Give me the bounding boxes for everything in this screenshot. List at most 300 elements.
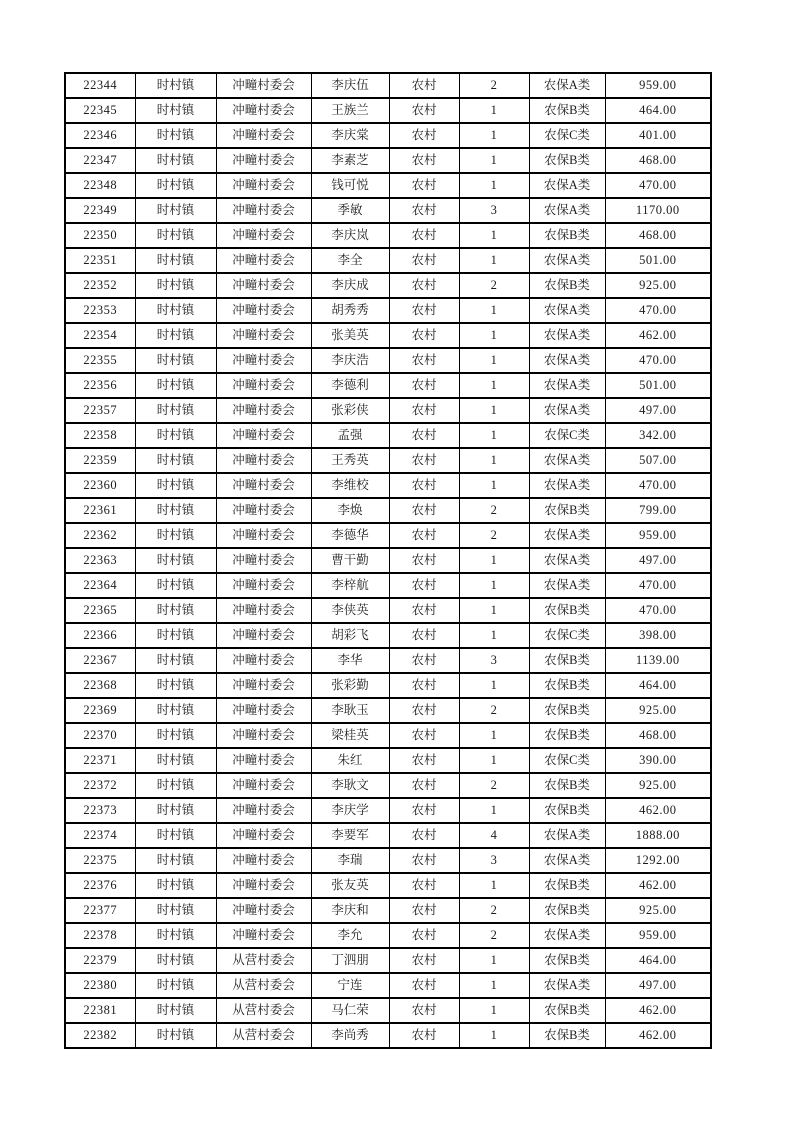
cell-count: 1 xyxy=(459,448,529,473)
cell-name: 李瑞 xyxy=(311,848,389,873)
cell-category: 农保A类 xyxy=(529,548,605,573)
cell-town: 时村镇 xyxy=(135,998,216,1023)
cell-count: 1 xyxy=(459,623,529,648)
table-row xyxy=(65,148,711,173)
cell-category: 农保B类 xyxy=(529,898,605,923)
cell-residence: 农村 xyxy=(389,848,459,873)
cell-amount: 468.00 xyxy=(605,223,711,248)
cell-serial: 22361 xyxy=(65,498,135,523)
table-row xyxy=(65,798,711,823)
cell-serial: 22360 xyxy=(65,473,135,498)
cell-count: 1 xyxy=(459,973,529,998)
cell-name: 李侠英 xyxy=(311,598,389,623)
cell-category: 农保A类 xyxy=(529,73,605,98)
cell-residence: 农村 xyxy=(389,323,459,348)
cell-village: 冲疃村委会 xyxy=(216,523,311,548)
cell-village: 冲疃村委会 xyxy=(216,323,311,348)
table-row xyxy=(65,998,711,1023)
cell-village: 冲疃村委会 xyxy=(216,348,311,373)
cell-residence: 农村 xyxy=(389,698,459,723)
cell-serial: 22381 xyxy=(65,998,135,1023)
cell-residence: 农村 xyxy=(389,73,459,98)
cell-residence: 农村 xyxy=(389,673,459,698)
cell-village: 冲疃村委会 xyxy=(216,473,311,498)
cell-village: 冲疃村委会 xyxy=(216,373,311,398)
cell-residence: 农村 xyxy=(389,998,459,1023)
cell-name: 宁连 xyxy=(311,973,389,998)
cell-village: 冲疃村委会 xyxy=(216,198,311,223)
cell-serial: 22363 xyxy=(65,548,135,573)
cell-count: 1 xyxy=(459,123,529,148)
cell-amount: 468.00 xyxy=(605,148,711,173)
cell-residence: 农村 xyxy=(389,1023,459,1048)
cell-amount: 462.00 xyxy=(605,1023,711,1048)
cell-town: 时村镇 xyxy=(135,548,216,573)
table-row xyxy=(65,773,711,798)
cell-town: 时村镇 xyxy=(135,823,216,848)
cell-serial: 22351 xyxy=(65,248,135,273)
cell-village: 冲疃村委会 xyxy=(216,748,311,773)
cell-name: 孟强 xyxy=(311,423,389,448)
cell-village: 冲疃村委会 xyxy=(216,798,311,823)
cell-village: 冲疃村委会 xyxy=(216,723,311,748)
cell-village: 从营村委会 xyxy=(216,998,311,1023)
cell-serial: 22348 xyxy=(65,173,135,198)
cell-serial: 22376 xyxy=(65,873,135,898)
cell-serial: 22345 xyxy=(65,98,135,123)
cell-town: 时村镇 xyxy=(135,923,216,948)
cell-category: 农保B类 xyxy=(529,498,605,523)
cell-count: 1 xyxy=(459,148,529,173)
cell-count: 4 xyxy=(459,823,529,848)
cell-amount: 1170.00 xyxy=(605,198,711,223)
cell-town: 时村镇 xyxy=(135,148,216,173)
cell-count: 2 xyxy=(459,273,529,298)
cell-residence: 农村 xyxy=(389,198,459,223)
table-row xyxy=(65,673,711,698)
cell-count: 1 xyxy=(459,573,529,598)
cell-town: 时村镇 xyxy=(135,573,216,598)
cell-category: 农保A类 xyxy=(529,448,605,473)
cell-amount: 507.00 xyxy=(605,448,711,473)
cell-category: 农保C类 xyxy=(529,423,605,448)
cell-count: 1 xyxy=(459,598,529,623)
cell-village: 冲疃村委会 xyxy=(216,73,311,98)
cell-name: 钱可悦 xyxy=(311,173,389,198)
table-row xyxy=(65,548,711,573)
cell-name: 胡彩飞 xyxy=(311,623,389,648)
cell-name: 李素芝 xyxy=(311,148,389,173)
cell-town: 时村镇 xyxy=(135,473,216,498)
cell-village: 冲疃村委会 xyxy=(216,848,311,873)
cell-name: 李耿文 xyxy=(311,773,389,798)
cell-village: 冲疃村委会 xyxy=(216,448,311,473)
cell-town: 时村镇 xyxy=(135,1023,216,1048)
cell-count: 2 xyxy=(459,698,529,723)
cell-name: 梁桂英 xyxy=(311,723,389,748)
cell-category: 农保A类 xyxy=(529,973,605,998)
cell-count: 1 xyxy=(459,1023,529,1048)
cell-serial: 22366 xyxy=(65,623,135,648)
cell-serial: 22369 xyxy=(65,698,135,723)
table-row xyxy=(65,423,711,448)
cell-name: 李耿玉 xyxy=(311,698,389,723)
cell-count: 3 xyxy=(459,198,529,223)
cell-category: 农保B类 xyxy=(529,223,605,248)
cell-town: 时村镇 xyxy=(135,623,216,648)
cell-town: 时村镇 xyxy=(135,98,216,123)
table-row xyxy=(65,723,711,748)
cell-residence: 农村 xyxy=(389,873,459,898)
cell-count: 1 xyxy=(459,873,529,898)
cell-serial: 22378 xyxy=(65,923,135,948)
table-row xyxy=(65,823,711,848)
cell-residence: 农村 xyxy=(389,798,459,823)
cell-town: 时村镇 xyxy=(135,898,216,923)
cell-town: 时村镇 xyxy=(135,798,216,823)
cell-name: 李梓航 xyxy=(311,573,389,598)
cell-count: 2 xyxy=(459,523,529,548)
cell-residence: 农村 xyxy=(389,223,459,248)
table-row xyxy=(65,473,711,498)
cell-town: 时村镇 xyxy=(135,523,216,548)
table-row xyxy=(65,198,711,223)
cell-amount: 462.00 xyxy=(605,323,711,348)
cell-serial: 22362 xyxy=(65,523,135,548)
cell-count: 3 xyxy=(459,848,529,873)
cell-category: 农保B类 xyxy=(529,98,605,123)
cell-name: 李允 xyxy=(311,923,389,948)
cell-serial: 22350 xyxy=(65,223,135,248)
cell-count: 1 xyxy=(459,348,529,373)
cell-amount: 470.00 xyxy=(605,348,711,373)
cell-serial: 22365 xyxy=(65,598,135,623)
cell-count: 1 xyxy=(459,373,529,398)
cell-residence: 农村 xyxy=(389,773,459,798)
cell-name: 李德利 xyxy=(311,373,389,398)
cell-category: 农保A类 xyxy=(529,398,605,423)
cell-amount: 462.00 xyxy=(605,998,711,1023)
cell-serial: 22349 xyxy=(65,198,135,223)
cell-village: 冲疃村委会 xyxy=(216,923,311,948)
cell-category: 农保C类 xyxy=(529,748,605,773)
table-row xyxy=(65,523,711,548)
cell-name: 李华 xyxy=(311,648,389,673)
cell-name: 李维校 xyxy=(311,473,389,498)
cell-village: 冲疃村委会 xyxy=(216,298,311,323)
cell-village: 从营村委会 xyxy=(216,1023,311,1048)
cell-amount: 470.00 xyxy=(605,173,711,198)
cell-category: 农保B类 xyxy=(529,598,605,623)
cell-category: 农保A类 xyxy=(529,248,605,273)
table-row xyxy=(65,173,711,198)
cell-category: 农保B类 xyxy=(529,773,605,798)
cell-serial: 22359 xyxy=(65,448,135,473)
cell-amount: 468.00 xyxy=(605,723,711,748)
table-row xyxy=(65,298,711,323)
cell-serial: 22344 xyxy=(65,73,135,98)
cell-town: 时村镇 xyxy=(135,748,216,773)
cell-serial: 22356 xyxy=(65,373,135,398)
cell-residence: 农村 xyxy=(389,448,459,473)
cell-name: 张友英 xyxy=(311,873,389,898)
cell-count: 1 xyxy=(459,673,529,698)
cell-residence: 农村 xyxy=(389,273,459,298)
cell-residence: 农村 xyxy=(389,523,459,548)
cell-village: 从营村委会 xyxy=(216,973,311,998)
cell-serial: 22357 xyxy=(65,398,135,423)
cell-town: 时村镇 xyxy=(135,298,216,323)
cell-name: 王族兰 xyxy=(311,98,389,123)
cell-count: 1 xyxy=(459,998,529,1023)
cell-residence: 农村 xyxy=(389,723,459,748)
cell-village: 冲疃村委会 xyxy=(216,398,311,423)
cell-name: 李庆岚 xyxy=(311,223,389,248)
cell-serial: 22354 xyxy=(65,323,135,348)
cell-amount: 398.00 xyxy=(605,623,711,648)
cell-serial: 22355 xyxy=(65,348,135,373)
cell-village: 冲疃村委会 xyxy=(216,623,311,648)
cell-count: 2 xyxy=(459,923,529,948)
cell-village: 冲疃村委会 xyxy=(216,573,311,598)
cell-amount: 462.00 xyxy=(605,873,711,898)
table-row xyxy=(65,1023,711,1048)
cell-residence: 农村 xyxy=(389,373,459,398)
cell-town: 时村镇 xyxy=(135,348,216,373)
cell-category: 农保A类 xyxy=(529,823,605,848)
cell-name: 李庆伍 xyxy=(311,73,389,98)
table-row xyxy=(65,348,711,373)
cell-town: 时村镇 xyxy=(135,673,216,698)
cell-residence: 农村 xyxy=(389,823,459,848)
cell-village: 冲疃村委会 xyxy=(216,773,311,798)
cell-category: 农保A类 xyxy=(529,523,605,548)
cell-village: 冲疃村委会 xyxy=(216,673,311,698)
cell-residence: 农村 xyxy=(389,923,459,948)
cell-amount: 470.00 xyxy=(605,598,711,623)
cell-serial: 22352 xyxy=(65,273,135,298)
cell-residence: 农村 xyxy=(389,98,459,123)
cell-category: 农保A类 xyxy=(529,348,605,373)
cell-town: 时村镇 xyxy=(135,123,216,148)
cell-category: 农保C类 xyxy=(529,123,605,148)
cell-name: 李庆棠 xyxy=(311,123,389,148)
cell-serial: 22382 xyxy=(65,1023,135,1048)
cell-serial: 22372 xyxy=(65,773,135,798)
cell-category: 农保A类 xyxy=(529,923,605,948)
cell-count: 1 xyxy=(459,398,529,423)
cell-amount: 925.00 xyxy=(605,273,711,298)
cell-amount: 959.00 xyxy=(605,923,711,948)
cell-residence: 农村 xyxy=(389,973,459,998)
cell-name: 李德华 xyxy=(311,523,389,548)
table-row xyxy=(65,973,711,998)
cell-category: 农保B类 xyxy=(529,1023,605,1048)
cell-residence: 农村 xyxy=(389,398,459,423)
table-row xyxy=(65,73,711,98)
cell-name: 丁泗朋 xyxy=(311,948,389,973)
cell-residence: 农村 xyxy=(389,423,459,448)
cell-serial: 22347 xyxy=(65,148,135,173)
table-row xyxy=(65,498,711,523)
cell-serial: 22358 xyxy=(65,423,135,448)
cell-category: 农保B类 xyxy=(529,673,605,698)
cell-name: 李庆和 xyxy=(311,898,389,923)
cell-town: 时村镇 xyxy=(135,448,216,473)
table-row xyxy=(65,698,711,723)
table-row xyxy=(65,898,711,923)
cell-name: 曹干勤 xyxy=(311,548,389,573)
table-row xyxy=(65,98,711,123)
cell-town: 时村镇 xyxy=(135,248,216,273)
cell-serial: 22377 xyxy=(65,898,135,923)
cell-serial: 22364 xyxy=(65,573,135,598)
cell-count: 2 xyxy=(459,73,529,98)
cell-category: 农保A类 xyxy=(529,473,605,498)
cell-town: 时村镇 xyxy=(135,498,216,523)
cell-amount: 959.00 xyxy=(605,73,711,98)
cell-residence: 农村 xyxy=(389,598,459,623)
cell-town: 时村镇 xyxy=(135,223,216,248)
cell-amount: 925.00 xyxy=(605,898,711,923)
cell-name: 李庆浩 xyxy=(311,348,389,373)
cell-village: 冲疃村委会 xyxy=(216,698,311,723)
cell-residence: 农村 xyxy=(389,623,459,648)
table-body xyxy=(65,73,711,1048)
cell-residence: 农村 xyxy=(389,498,459,523)
cell-village: 冲疃村委会 xyxy=(216,823,311,848)
cell-count: 1 xyxy=(459,423,529,448)
cell-village: 冲疃村委会 xyxy=(216,873,311,898)
cell-amount: 925.00 xyxy=(605,773,711,798)
cell-name: 李全 xyxy=(311,248,389,273)
cell-town: 时村镇 xyxy=(135,173,216,198)
cell-residence: 农村 xyxy=(389,248,459,273)
cell-serial: 22371 xyxy=(65,748,135,773)
cell-village: 冲疃村委会 xyxy=(216,648,311,673)
cell-amount: 401.00 xyxy=(605,123,711,148)
cell-amount: 925.00 xyxy=(605,698,711,723)
cell-count: 1 xyxy=(459,473,529,498)
table-row xyxy=(65,623,711,648)
cell-serial: 22346 xyxy=(65,123,135,148)
cell-residence: 农村 xyxy=(389,748,459,773)
cell-residence: 农村 xyxy=(389,298,459,323)
cell-count: 1 xyxy=(459,248,529,273)
cell-category: 农保B类 xyxy=(529,948,605,973)
table-row xyxy=(65,223,711,248)
cell-amount: 390.00 xyxy=(605,748,711,773)
cell-amount: 497.00 xyxy=(605,548,711,573)
insurance-payment-table xyxy=(64,72,712,1049)
cell-serial: 22370 xyxy=(65,723,135,748)
cell-town: 时村镇 xyxy=(135,423,216,448)
cell-serial: 22368 xyxy=(65,673,135,698)
table-row xyxy=(65,398,711,423)
cell-count: 1 xyxy=(459,323,529,348)
cell-amount: 462.00 xyxy=(605,798,711,823)
cell-town: 时村镇 xyxy=(135,73,216,98)
cell-residence: 农村 xyxy=(389,948,459,973)
cell-serial: 22353 xyxy=(65,298,135,323)
cell-category: 农保A类 xyxy=(529,373,605,398)
cell-residence: 农村 xyxy=(389,148,459,173)
cell-town: 时村镇 xyxy=(135,398,216,423)
cell-count: 2 xyxy=(459,498,529,523)
cell-amount: 470.00 xyxy=(605,473,711,498)
table-row xyxy=(65,873,711,898)
cell-category: 农保A类 xyxy=(529,298,605,323)
table-row xyxy=(65,598,711,623)
cell-serial: 22375 xyxy=(65,848,135,873)
cell-category: 农保A类 xyxy=(529,198,605,223)
cell-name: 胡秀秀 xyxy=(311,298,389,323)
cell-amount: 464.00 xyxy=(605,673,711,698)
cell-name: 马仁荣 xyxy=(311,998,389,1023)
cell-name: 李要军 xyxy=(311,823,389,848)
cell-amount: 470.00 xyxy=(605,573,711,598)
table-row xyxy=(65,923,711,948)
cell-amount: 497.00 xyxy=(605,973,711,998)
cell-name: 李庆成 xyxy=(311,273,389,298)
cell-town: 时村镇 xyxy=(135,198,216,223)
cell-name: 张彩侠 xyxy=(311,398,389,423)
table-row xyxy=(65,273,711,298)
cell-residence: 农村 xyxy=(389,123,459,148)
cell-count: 1 xyxy=(459,948,529,973)
cell-category: 农保B类 xyxy=(529,273,605,298)
cell-category: 农保B类 xyxy=(529,998,605,1023)
cell-town: 时村镇 xyxy=(135,273,216,298)
cell-village: 冲疃村委会 xyxy=(216,223,311,248)
cell-village: 冲疃村委会 xyxy=(216,98,311,123)
table-row xyxy=(65,573,711,598)
cell-category: 农保B类 xyxy=(529,698,605,723)
cell-category: 农保A类 xyxy=(529,323,605,348)
cell-amount: 464.00 xyxy=(605,98,711,123)
cell-amount: 1888.00 xyxy=(605,823,711,848)
cell-count: 1 xyxy=(459,223,529,248)
cell-town: 时村镇 xyxy=(135,698,216,723)
cell-residence: 农村 xyxy=(389,473,459,498)
cell-village: 冲疃村委会 xyxy=(216,598,311,623)
table-row xyxy=(65,123,711,148)
cell-residence: 农村 xyxy=(389,573,459,598)
cell-amount: 470.00 xyxy=(605,298,711,323)
cell-count: 1 xyxy=(459,798,529,823)
cell-residence: 农村 xyxy=(389,348,459,373)
cell-count: 1 xyxy=(459,173,529,198)
cell-town: 时村镇 xyxy=(135,373,216,398)
cell-amount: 1139.00 xyxy=(605,648,711,673)
cell-count: 1 xyxy=(459,748,529,773)
cell-category: 农保B类 xyxy=(529,723,605,748)
cell-village: 冲疃村委会 xyxy=(216,123,311,148)
table-row xyxy=(65,448,711,473)
cell-village: 冲疃村委会 xyxy=(216,273,311,298)
cell-serial: 22380 xyxy=(65,973,135,998)
cell-count: 2 xyxy=(459,773,529,798)
cell-village: 冲疃村委会 xyxy=(216,248,311,273)
cell-name: 王秀英 xyxy=(311,448,389,473)
cell-serial: 22373 xyxy=(65,798,135,823)
cell-amount: 501.00 xyxy=(605,248,711,273)
cell-category: 农保B类 xyxy=(529,148,605,173)
cell-serial: 22367 xyxy=(65,648,135,673)
cell-town: 时村镇 xyxy=(135,773,216,798)
cell-count: 1 xyxy=(459,723,529,748)
cell-village: 从营村委会 xyxy=(216,948,311,973)
